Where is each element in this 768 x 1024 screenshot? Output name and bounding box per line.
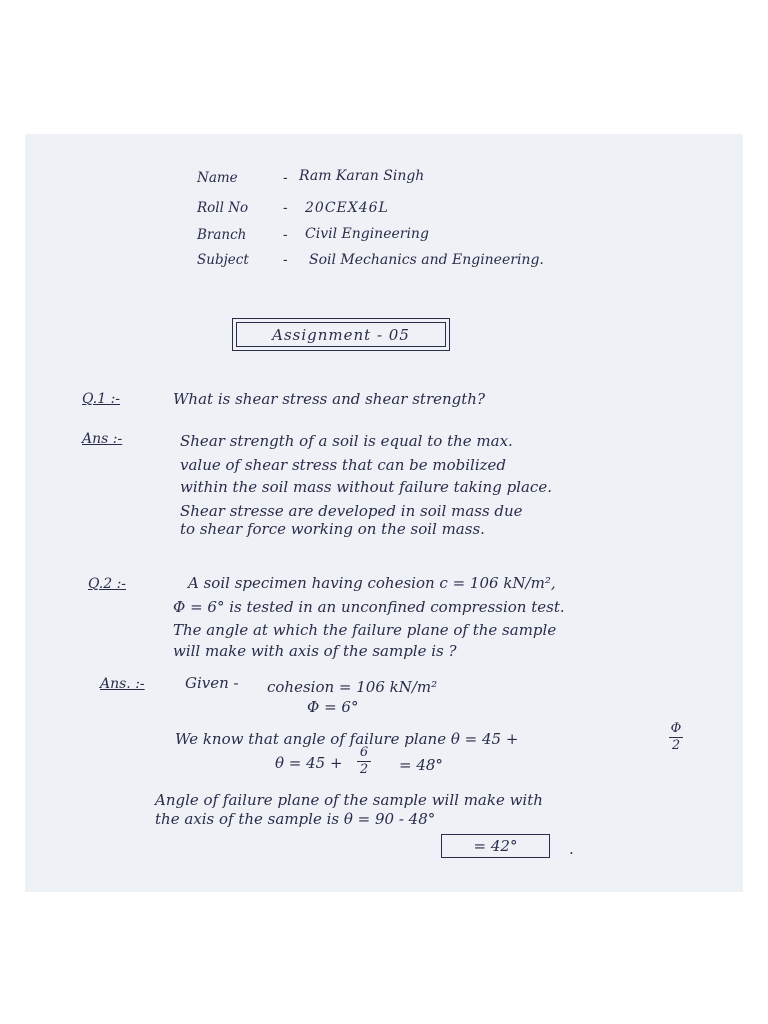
given-label: Given - (185, 674, 239, 692)
formula-fraction (669, 722, 683, 753)
branch-separator: - (283, 227, 288, 243)
q1-ans-label: Ans :- (82, 431, 123, 447)
q1-answer-line: Shear stresse are developed in soil mass due (180, 502, 523, 520)
q1-answer-line: Shear strength of a soil is equal to the max. (180, 432, 513, 450)
calc-lhs: θ = 45 + (275, 754, 343, 772)
q1-question: What is shear stress and shear strength? (173, 390, 485, 408)
subject-separator: - (283, 252, 288, 268)
formula-statement: We know that angle of failure plane θ = 45 + (175, 730, 519, 748)
q2-question-line: Φ = 6° is tested in an unconfined compression test. (173, 598, 565, 616)
q1-answer-line: to shear force working on the soil mass. (180, 520, 485, 538)
q1-answer-line: value of shear stress that can be mobilized (180, 456, 507, 474)
calc-fraction-denominator: 2 (359, 762, 369, 777)
phi-value: Φ = 6° (307, 698, 359, 716)
q1-answer-line: within the soil mass without failure taking place. (180, 478, 552, 496)
name-separator: - (283, 170, 288, 186)
final-answer-box (441, 834, 550, 858)
q2-question-line: A soil specimen having cohesion c = 106 kN/m², (188, 574, 556, 592)
q2-ans-label: Ans. :- (100, 676, 145, 692)
q2-question-line: will make with axis of the sample is ? (173, 642, 457, 660)
name-value: Ram Karan Singh (299, 168, 425, 184)
assignment-title: Assignment - 05 (272, 325, 410, 344)
name-label: Name (197, 170, 238, 186)
calc-fraction (357, 746, 371, 777)
subject-label: Subject (197, 252, 249, 268)
calc-fraction-numerator: 6 (359, 745, 369, 760)
q2-label: Q.2 :- (88, 576, 127, 592)
roll-label: Roll No (197, 200, 249, 216)
final-answer: = 42° (473, 837, 518, 855)
roll-value: 20CEX46L (305, 200, 389, 216)
branch-value: Civil Engineering (305, 226, 429, 242)
formula-fraction-numerator: Φ (670, 721, 682, 736)
formula-fraction-denominator: 2 (671, 738, 681, 753)
subject-value: Soil Mechanics and Engineering. (309, 252, 544, 268)
roll-separator: - (283, 200, 288, 216)
q1-label: Q.1 :- (82, 391, 121, 407)
final-statement-line: Angle of failure plane of the sample will make with (155, 791, 543, 809)
final-statement-line: the axis of the sample is θ = 90 - 48° (155, 810, 436, 828)
cohesion-value: cohesion = 106 kN/m² (267, 678, 438, 696)
calc-result: = 48° (399, 756, 443, 774)
q2-question-line: The angle at which the failure plane of the sample (173, 621, 557, 639)
branch-label: Branch (197, 227, 247, 243)
assignment-title-box (232, 318, 450, 351)
trailing-dot: . (569, 840, 574, 858)
assignment-paper (25, 134, 743, 892)
